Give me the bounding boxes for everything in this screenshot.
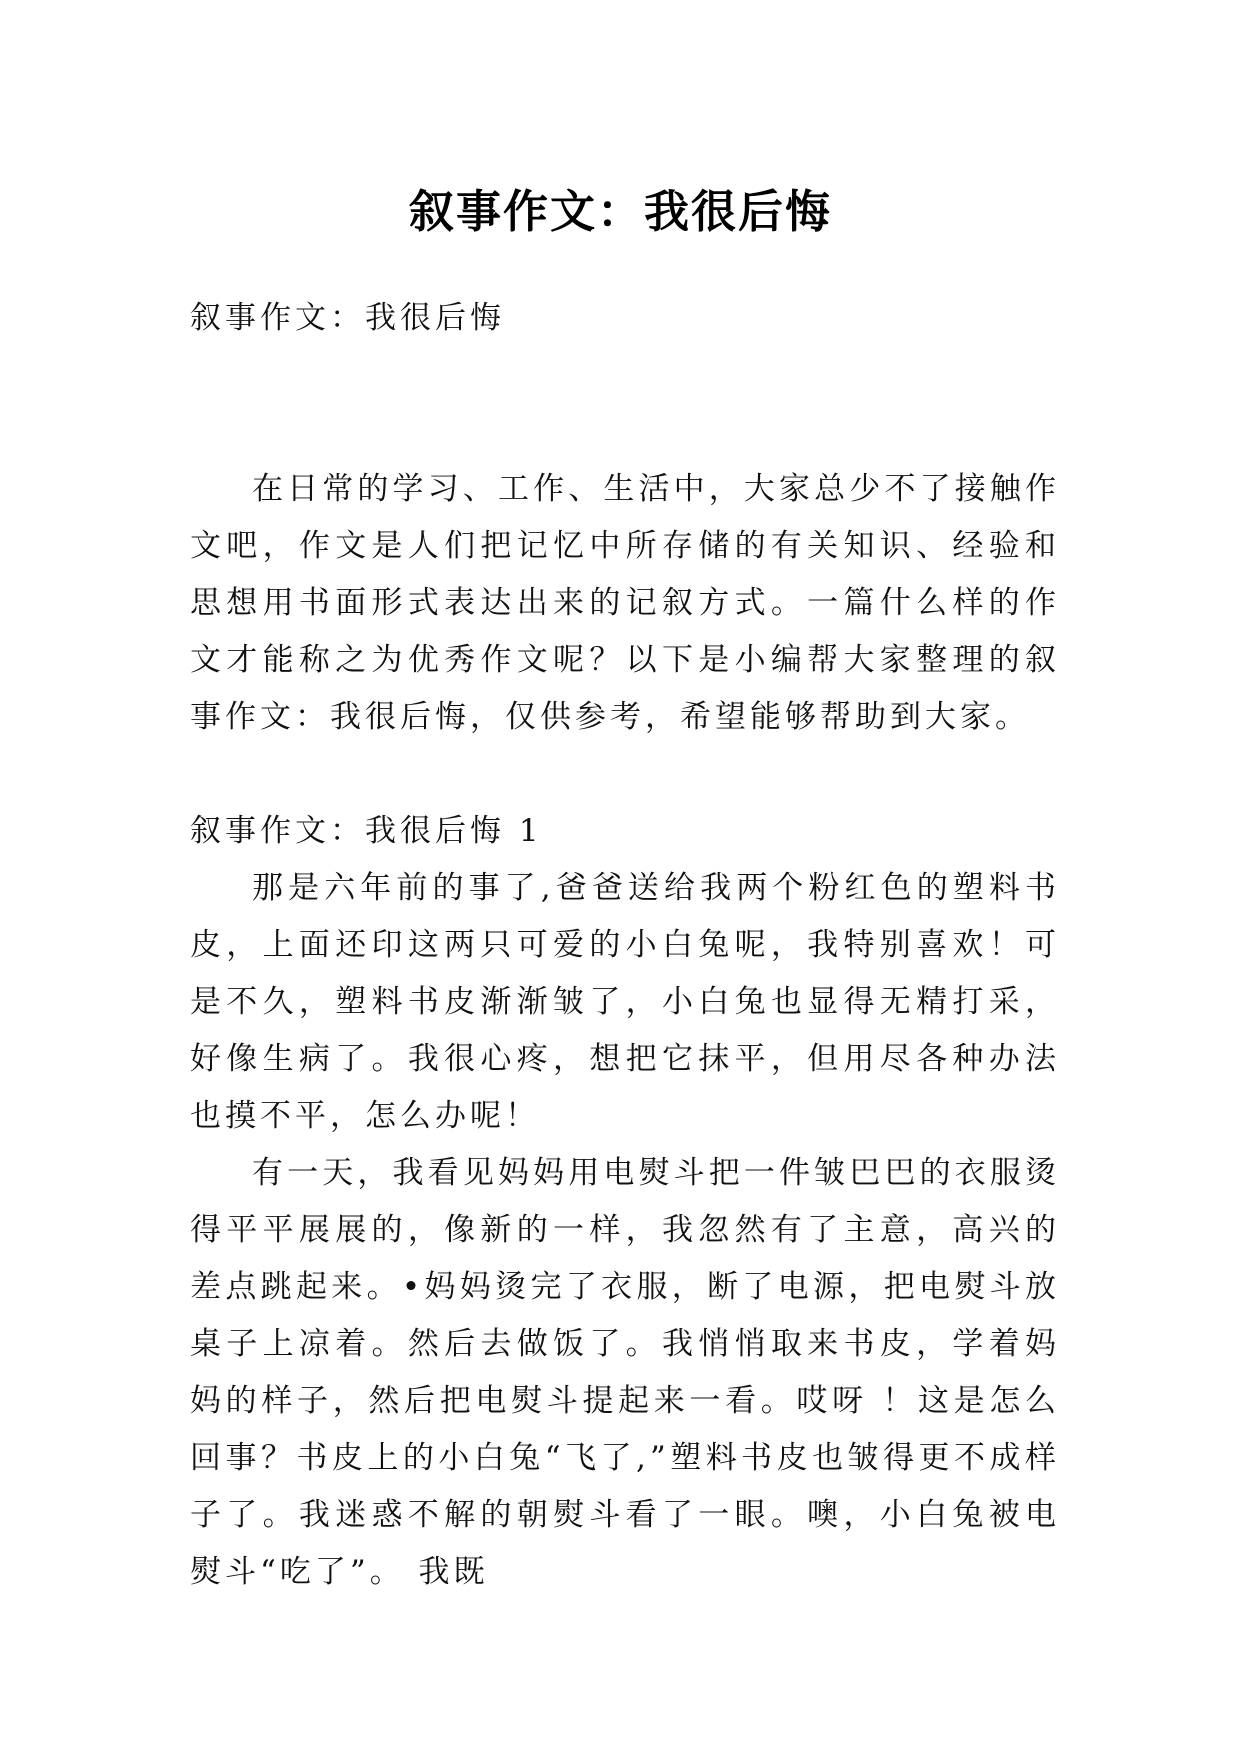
intro-paragraph: 在日常的学习、工作、生活中，大家总少不了接触作文吧，作文是人们把记忆中所存储的有关知识、经验和思想用书面形式表达出来的记叙方式。一篇什么样的作文才能称之为优秀作文呢？以下是小编帮大家整理的叙事作文：我很后悔，仅供参考，希望能够帮助到大家。 [190, 471, 1060, 735]
section-heading: 叙事作文：我很后悔 1 [190, 813, 543, 849]
body-paragraph: 有一天，我看见妈妈用电熨斗把一件皱巴巴的衣服烫得平平展展的，像新的一样，我忽然有了主意，高兴的差点跳起来。•妈妈烫完了衣服，断了电源，把电熨斗放桌子上凉着。然后去做饭了。我悄悄取来书皮，学着妈妈的样子，然后把电熨斗提起来一看。哎呀 ！这是怎么回事？书皮上的小白兔“飞了,”塑料书皮也皱得更不成样子了。我迷惑不解的朝熨斗看了一眼。噢，小白兔被电熨斗“吃了”。 我既 [190, 1155, 1060, 1590]
body-paragraph: 那是六年前的事了,爸爸送给我两个粉红色的塑料书皮，上面还印这两只可爱的小白兔呢，我特别喜欢！可是不久，塑料书皮渐渐皱了，小白兔也显得无精打采，好像生病了。我很心疼，想把它抹平，但用尽各种办法也摸不平，怎么办呢！ [190, 870, 1060, 1134]
spacer [190, 347, 1060, 461]
spacer [190, 746, 1060, 803]
document-body [190, 290, 1060, 1601]
document-subtitle: 叙事作文：我很后悔 [190, 300, 505, 336]
document-title: 叙事作文：我很后悔 [408, 185, 832, 239]
